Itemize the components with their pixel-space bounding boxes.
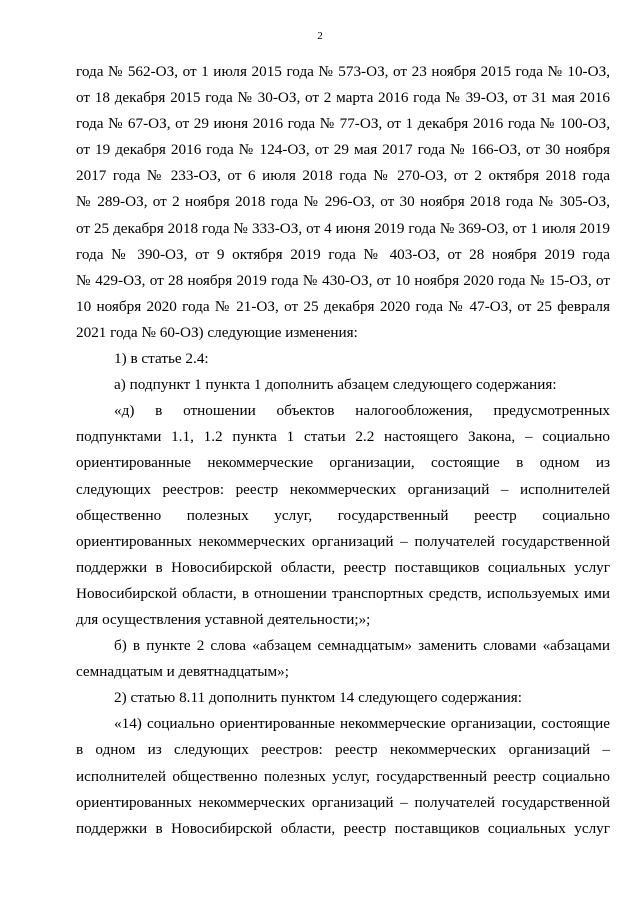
text-line: года № 562-ОЗ, от 1 июля 2015 года № 573-ОЗ, от 23 ноября 2015 года № 10-ОЗ, bbox=[76, 63, 610, 80]
text-line: 2021 года № 60-ОЗ) следующие изменения: bbox=[76, 323, 358, 341]
text-line: «д) в отношении объектов налогообложения, предусмотренных bbox=[114, 402, 610, 420]
text-line: ориентированных некоммерческих организаций – получателей государственной bbox=[76, 532, 610, 550]
text-line: а) подпункт 1 пункта 1 дополнить абзацем следующего содержания: bbox=[114, 376, 557, 394]
text-line: «14) социально ориентированные некоммерческие организации, состоящие bbox=[114, 715, 610, 733]
text-line: общественно полезных услуг, государственный реестр социально bbox=[76, 506, 610, 524]
text-line: семнадцатым и девятнадцатым»; bbox=[76, 663, 289, 681]
text-line: от 18 декабря 2015 года № 30-ОЗ, от 2 марта 2016 года № 39-ОЗ, от 31 мая 2016 bbox=[76, 89, 610, 107]
text-line: поддержки в Новосибирской области, реестр поставщиков социальных услуг bbox=[76, 819, 610, 837]
text-line: № 429-ОЗ, от 28 ноября 2019 года № 430-ОЗ, от 10 ноября 2020 года № 15-ОЗ, от bbox=[76, 271, 610, 289]
text-line: следующих реестров: реестр некоммерческих организаций – исполнителей bbox=[76, 480, 610, 498]
text-line: года № 67-ОЗ, от 29 июня 2016 года № 77-ОЗ, от 1 декабря 2016 года № 100-ОЗ, bbox=[76, 115, 610, 133]
text-line: б) в пункте 2 слова «абзацем семнадцатым» заменить словами «абзацами bbox=[114, 637, 610, 655]
text-line: для осуществления уставной деятельности;»; bbox=[76, 610, 371, 628]
text-line: подпунктами 1.1, 1.2 пункта 1 статьи 2.2 настоящего Закона, – социально bbox=[76, 428, 610, 446]
text-line: 2) статью 8.11 дополнить пунктом 14 следующего содержания: bbox=[114, 689, 522, 707]
text-line: исполнителей общественно полезных услуг, государственный реестр социально bbox=[76, 767, 610, 785]
text-line: 1) в статье 2.4: bbox=[114, 350, 209, 368]
text-line: 10 ноября 2020 года № 21-ОЗ, от 25 декабря 2020 года № 47-ОЗ, от 25 февраля bbox=[76, 297, 610, 315]
text-line: от 19 декабря 2016 года № 124-ОЗ, от 29 мая 2017 года № 166-ОЗ, от 30 ноября bbox=[76, 141, 610, 159]
text-line: № 289-ОЗ, от 2 ноября 2018 года № 296-ОЗ, от 30 ноября 2018 года № 305-ОЗ, bbox=[76, 193, 610, 211]
page-number: 2 bbox=[317, 30, 323, 42]
text-line: ориентированные некоммерческие организации, состоящие в одном из bbox=[76, 454, 610, 472]
text-line: от 25 декабря 2018 года № 333-ОЗ, от 4 июня 2019 года № 369-ОЗ, от 1 июля 2019 bbox=[76, 219, 610, 237]
text-line: Новосибирской области, в отношении транспортных средств, используемых ими bbox=[76, 584, 610, 602]
text-line: ориентированных некоммерческих организаций – получателей государственной bbox=[76, 793, 610, 811]
document-body bbox=[76, 59, 610, 842]
text-line: в одном из следующих реестров: реестр некоммерческих организаций – bbox=[76, 741, 610, 759]
text-line: поддержки в Новосибирской области, реестр поставщиков социальных услуг bbox=[76, 558, 610, 576]
text-line: 2017 года № 233-ОЗ, от 6 июля 2018 года № 270-ОЗ, от 2 октября 2018 года bbox=[76, 167, 610, 185]
text-line: года № 390-ОЗ, от 9 октября 2019 года № 403-ОЗ, от 28 ноября 2019 года bbox=[76, 245, 610, 263]
